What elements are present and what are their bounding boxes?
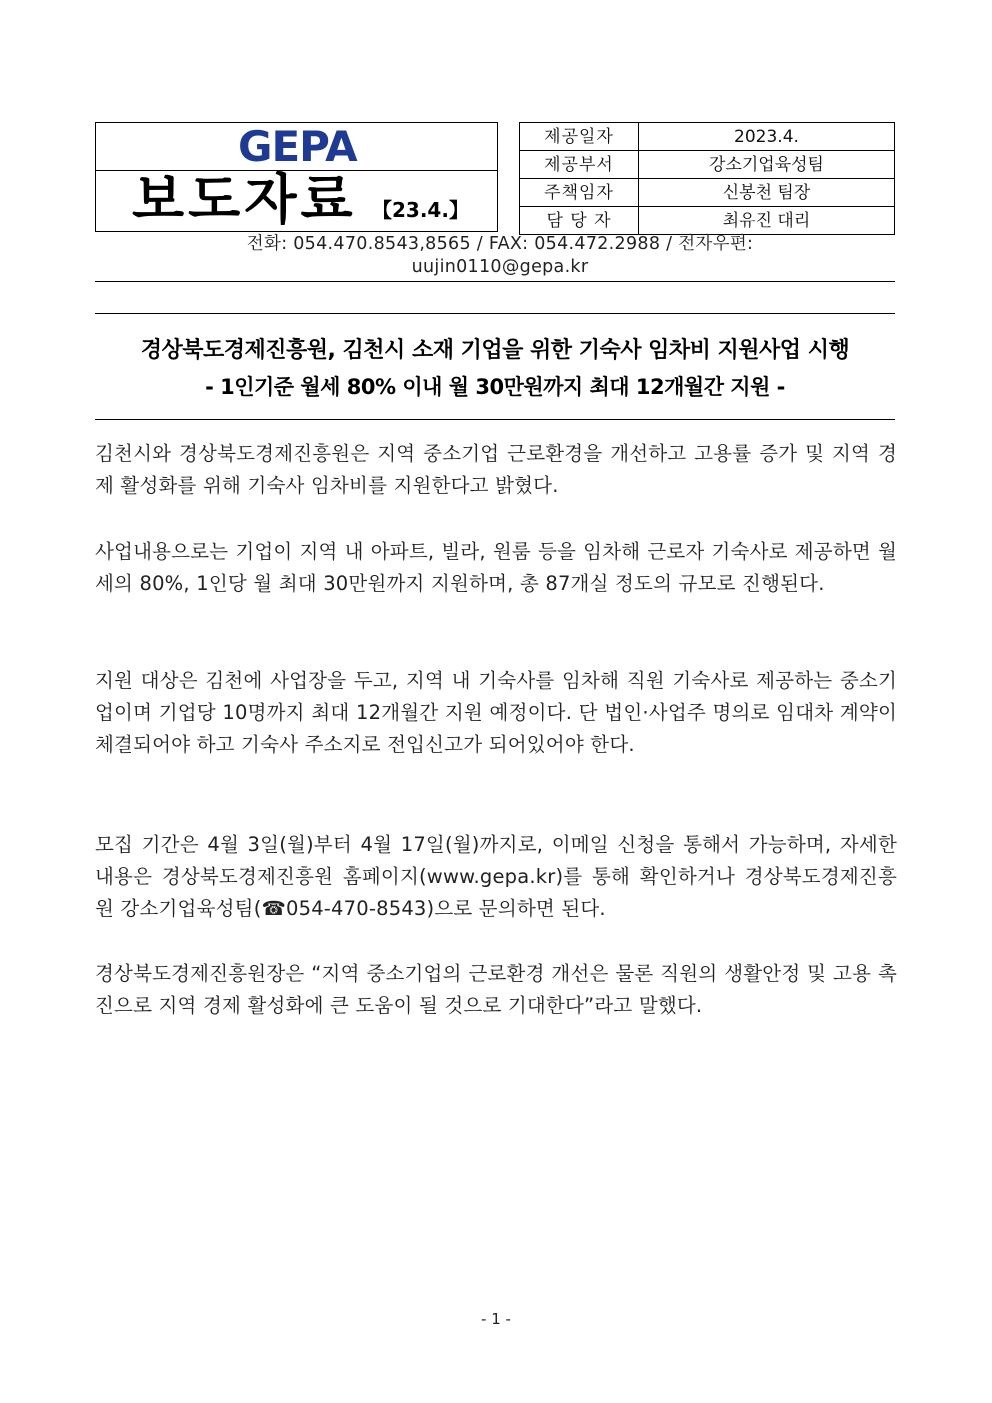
info-key: 주책임자 (520, 179, 639, 207)
body-paragraph: 지원 대상은 김천에 사업장을 두고, 지역 내 기숙사를 임차해 직원 기숙사로 제공하는 중소기업이며 기업당 10명까지 최대 12개월간 지원 예정이다. 단 법인·사업주 명의로 임대차 계약이 체결되어야 하고 기숙사 주소지로 전입신고가 되어있어야 한다. (95, 668, 897, 756)
info-row (520, 179, 895, 207)
doc-code: 【23.4.】 (372, 198, 469, 222)
info-key: 제공부서 (520, 151, 639, 179)
contact-line: 전화: 054.470.8543,8565 / FAX: 054.472.2988 / 전자우편: (246, 234, 754, 254)
info-row (520, 123, 895, 151)
title-bottom-rule (95, 419, 895, 420)
contact-email: uujin0110@gepa.kr (411, 257, 589, 277)
header-rule (95, 281, 895, 282)
info-value: 2023.4. (639, 123, 895, 151)
headline-title: 경상북도경제진흥원, 김천시 소재 기업을 위한 기숙사 임차비 지원사업 시행 (140, 338, 850, 363)
gepa-logo: GEPA (238, 122, 357, 171)
info-row (520, 207, 895, 235)
page-number: - 1 - (481, 1310, 511, 1328)
title-top-rule (95, 313, 895, 314)
contact-info (190, 233, 810, 279)
body-paragraph: 경상북도경제진흥원장은 “지역 중소기업의 근로환경 개선은 물론 직원의 생활안정 및 고용 촉진으로 지역 경제 활성화에 큰 도움이 될 것으로 기대한다”라고 말했다. (95, 961, 897, 1017)
info-table-margin-line (519, 122, 528, 232)
info-key: 담 당 자 (520, 207, 639, 235)
body-paragraph: 김천시와 경상북도경제진흥원은 지역 중소기업 근로환경을 개선하고 고용률 증가 및 지역 경제 활성화를 위해 기숙사 임차비를 지원한다고 밝혔다. (95, 441, 897, 497)
info-row (520, 151, 895, 179)
info-value: 최유진 대리 (639, 207, 895, 235)
doc-type-title: 보도자료 (132, 168, 357, 231)
body-paragraph: 사업내용으로는 기업이 지역 내 아파트, 빌라, 원룸 등을 임차해 근로자 기숙사로 제공하면 월세의 80%, 1인당 월 최대 30만원까지 지원하며, 총 87개실 정도의 규모로 진행된다. (95, 539, 897, 595)
info-key: 제공일자 (520, 123, 639, 151)
headline-subtitle: - 1인기준 월세 80% 이내 월 30만원까지 최대 12개월간 지원 - (205, 375, 785, 399)
body-paragraph: 모집 기간은 4월 3일(월)부터 4월 17일(월)까지로, 이메일 신청을 통해서 가능하며, 자세한 내용은 경상북도경제진흥원 홈페이지(www.gepa.kr)를 통해 확인하거나 경상북도경제진흥원 강소기업육성팀(☎054-470-8543)으로 문의하면 된다. (95, 832, 897, 920)
info-table (519, 122, 895, 235)
info-value: 신봉천 팀장 (639, 179, 895, 207)
info-value: 강소기업육성팀 (639, 151, 895, 179)
